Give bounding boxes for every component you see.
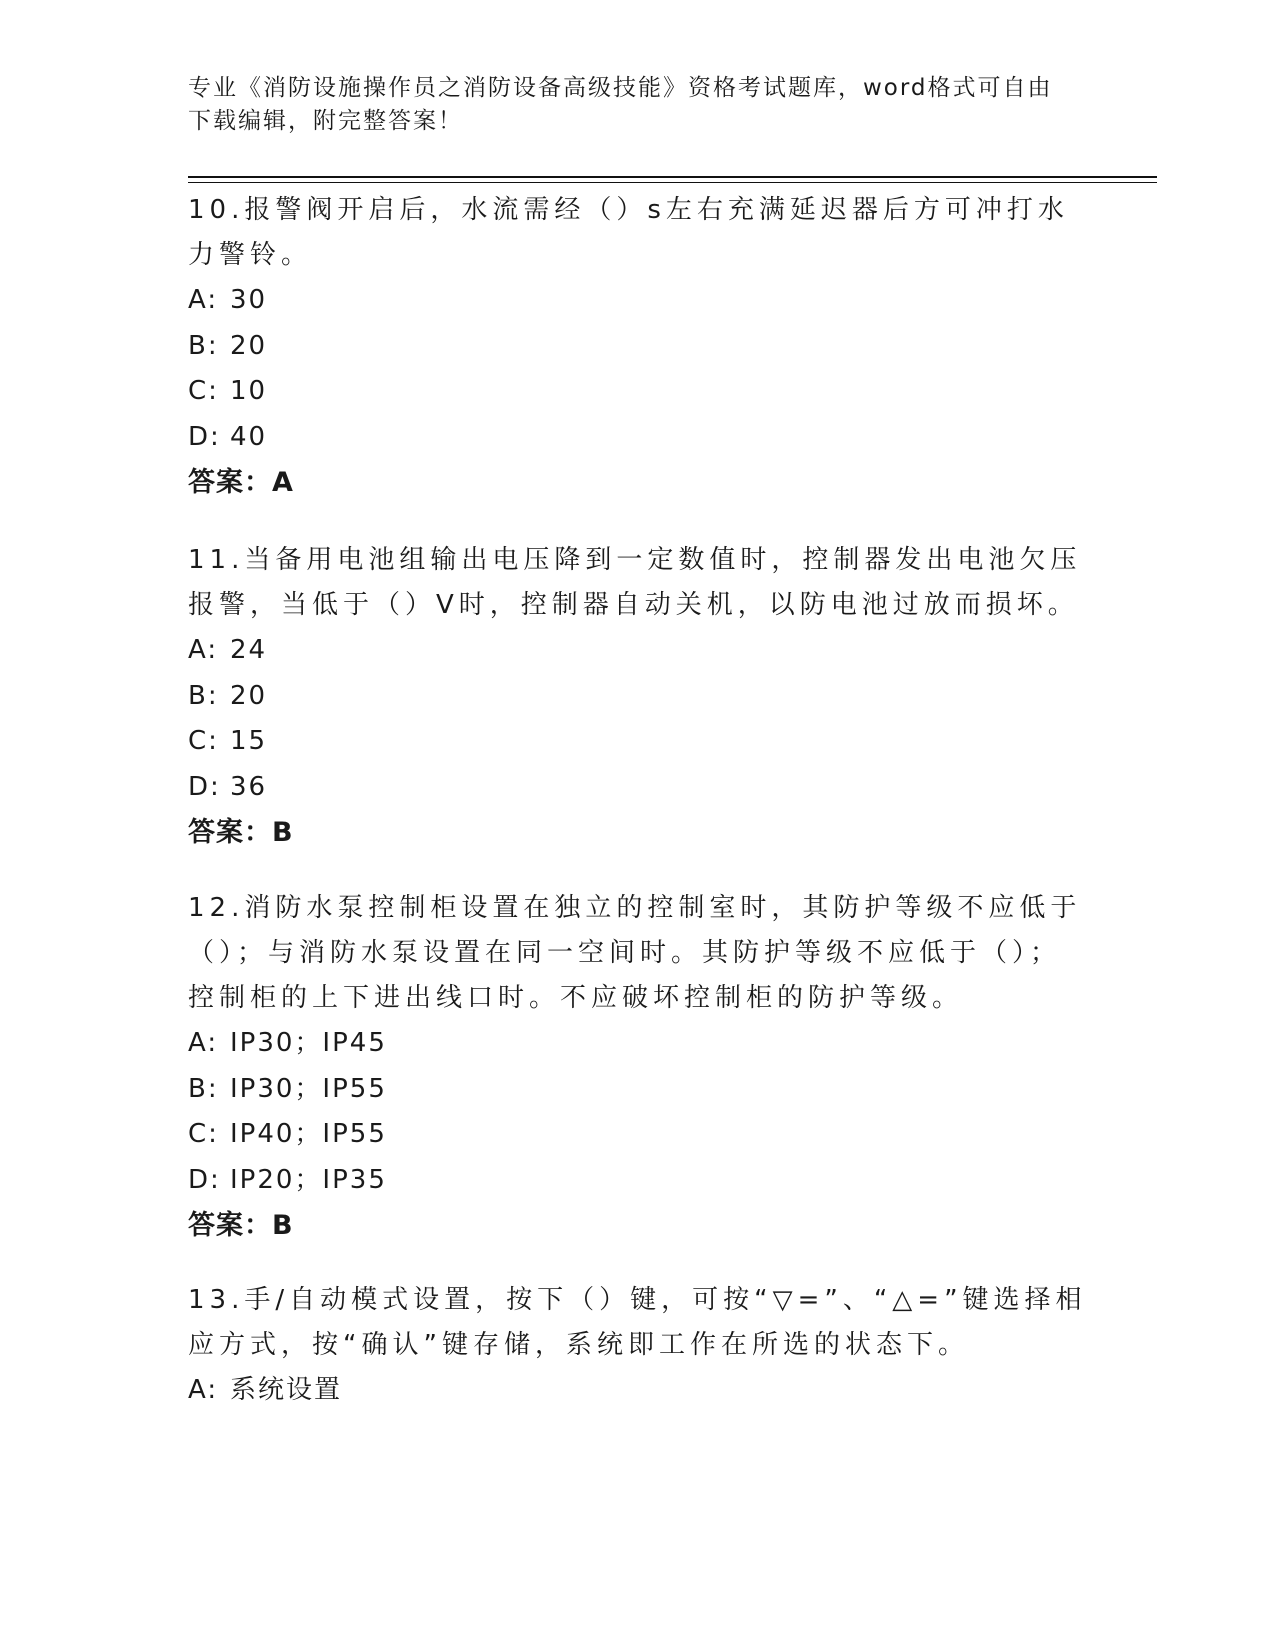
question-stem: 11.当备用电池组输出电压降到一定数值时，控制器发出电池欠压报警，当低于（）V时，控制器自动关机，以防电池过放而损坏。 <box>188 545 1082 620</box>
question-stem: 10.报警阀开启后，水流需经（）s左右充满延迟器后方可冲打水力警铃。 <box>188 195 1069 270</box>
option-a: A: IP30；IP45 <box>188 1028 387 1058</box>
question-10 <box>188 188 1088 505</box>
option-d: D: 40 <box>188 421 268 452</box>
option-b: B: 20 <box>188 330 268 361</box>
question-13 <box>188 1278 1088 1414</box>
option-a: A: 系统设置 <box>188 1375 343 1405</box>
option-a: A: 24 <box>188 635 268 665</box>
option-a: A: 30 <box>188 285 268 315</box>
question-12 <box>188 886 1088 1248</box>
option-b: B: IP30；IP55 <box>188 1073 387 1104</box>
question-stem: 13.手/自动模式设置，按下（）键，可按“▽=”、“△=”键选择相应方式，按“确认”键存储，系统即工作在所选的状态下。 <box>188 1285 1087 1360</box>
document-header: 专业《消防设施操作员之消防设备高级技能》资格考试题库，word格式可自由下载编辑，附完整答案！ <box>188 75 1053 134</box>
answer-line: 答案：A <box>188 467 294 498</box>
option-c: C: 15 <box>188 726 268 756</box>
option-c: C: 10 <box>188 376 268 406</box>
question-stem: 12.消防水泵控制柜设置在独立的控制室时，其防护等级不应低于（）；与消防水泵设置在同一空间时。其防护等级不应低于（）；控制柜的上下进出线口时。不应破坏控制柜的防护等级。 <box>188 893 1082 1013</box>
option-d: D: IP20；IP35 <box>188 1164 387 1195</box>
header-divider-thin <box>188 182 1157 183</box>
option-c: C: IP40；IP55 <box>188 1119 387 1149</box>
answer-line: 答案：B <box>188 1210 294 1241</box>
header-divider-thick <box>188 176 1157 178</box>
answer-line: 答案：B <box>188 817 294 848</box>
option-d: D: 36 <box>188 771 268 802</box>
question-11 <box>188 538 1088 855</box>
option-b: B: 20 <box>188 680 268 711</box>
